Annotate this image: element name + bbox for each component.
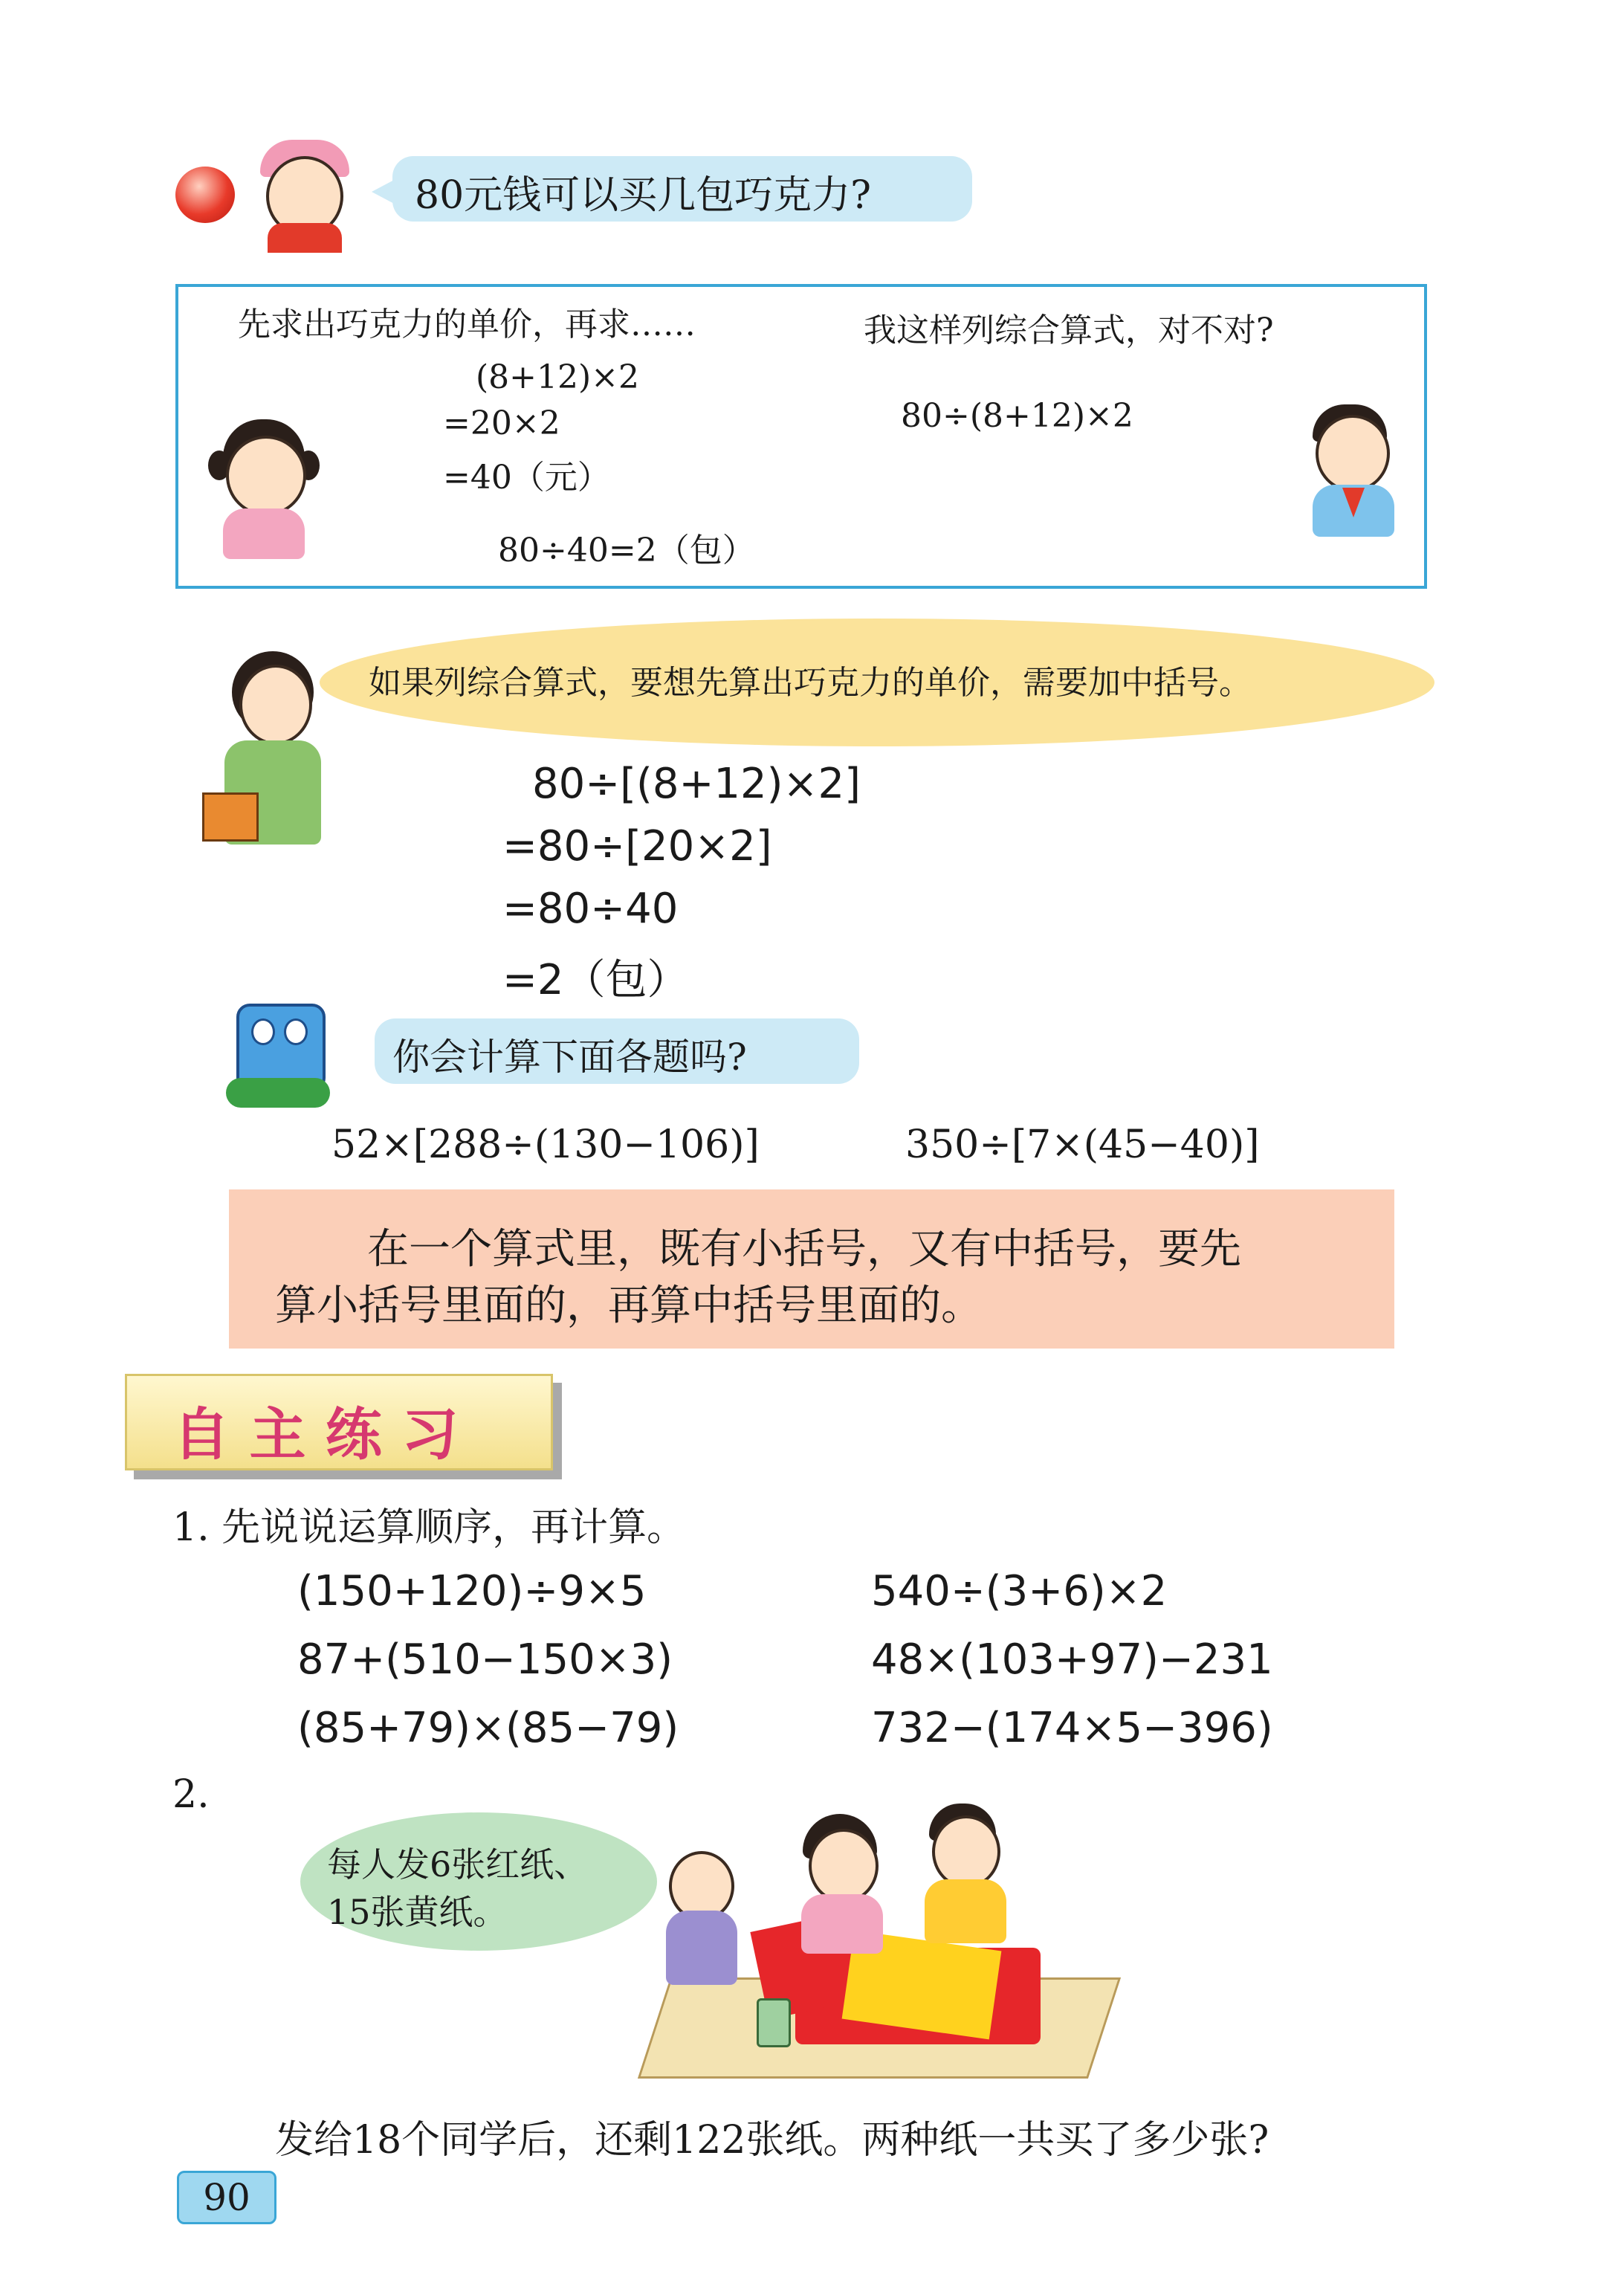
solution-box-right	[800, 284, 1427, 589]
q2-bubble-line-1: 每人发6张红纸、	[327, 1844, 589, 1885]
rule-line-1: 在一个算式里，既有小括号，又有中括号，要先	[367, 1225, 1241, 1273]
rule-line-2: 算小括号里面的，再算中括号里面的。	[275, 1282, 983, 1330]
left-calc-line-2: =20×2	[443, 404, 560, 442]
page-number: 90	[203, 2176, 250, 2219]
robot-speech-text: 你会计算下面各题吗?	[392, 1036, 747, 1079]
teacher-speech-text: 如果列综合算式，要想先算出巧克力的单价，需要加中括号。	[369, 664, 1252, 702]
q1-item-3: 87+(510−150×3)	[297, 1635, 673, 1684]
page-number-badge	[177, 2171, 276, 2224]
question-bubble	[392, 156, 972, 222]
robot-mascot-figure	[219, 996, 337, 1115]
robot-problem-1: 52×[288÷(130−106)]	[331, 1123, 760, 1167]
teacher-calc-line-2: =80÷[20×2]	[502, 822, 772, 871]
right-box-formula: 80÷(8+12)×2	[901, 397, 1133, 435]
q1-item-5: (85+79)×(85−79)	[297, 1704, 679, 1752]
bubble-tail	[372, 178, 397, 205]
teacher-calc-line-4: =2（包）	[502, 956, 689, 1004]
robot-speech-bubble	[375, 1018, 859, 1084]
teacher-calc-line-3: =80÷40	[502, 885, 679, 933]
practice-title-banner	[125, 1374, 553, 1470]
red-ball-icon	[175, 167, 235, 223]
question-2-label: 2.	[172, 1772, 210, 1817]
girl-with-cap-figure	[245, 134, 364, 253]
q1-item-1: (150+120)÷9×5	[297, 1567, 647, 1615]
rule-box	[229, 1189, 1394, 1349]
practice-title-text: 自 主 练 习	[173, 1401, 459, 1467]
q2-question-text: 发给18个同学后，还剩122张纸。两种纸一共买了多少张?	[275, 2118, 1269, 2163]
left-calc-line-4: 80÷40=2（包）	[498, 532, 755, 569]
right-box-heading: 我这样列综合算式，对不对?	[864, 311, 1274, 349]
question-1-label: 1. 先说说运算顺序，再计算。	[172, 1505, 686, 1550]
q2-speech-bubble	[300, 1812, 657, 1951]
children-with-paper-illustration	[624, 1799, 1122, 2089]
girl-pigtails-figure	[201, 413, 327, 562]
solution-box-left	[175, 284, 806, 589]
teacher-calc-line-1: 80÷[(8+12)×2]	[532, 760, 861, 808]
q1-item-2: 540÷(3+6)×2	[871, 1567, 1168, 1615]
question-text: 80元钱可以买几包巧克力?	[415, 173, 872, 218]
left-box-heading: 先求出巧克力的单价，再求……	[238, 306, 696, 343]
q1-item-4: 48×(103+97)−231	[871, 1635, 1273, 1684]
q2-bubble-line-2: 15张黄纸。	[327, 1892, 508, 1932]
left-calc-line-1: (8+12)×2	[476, 358, 640, 396]
robot-problem-2: 350÷[7×(45−40)]	[905, 1123, 1260, 1167]
left-calc-line-3: =40（元）	[443, 459, 610, 497]
boy-pointing-figure	[1283, 398, 1409, 547]
q1-item-6: 732−(174×5−396)	[871, 1704, 1273, 1752]
teacher-speech-bubble	[320, 619, 1434, 746]
